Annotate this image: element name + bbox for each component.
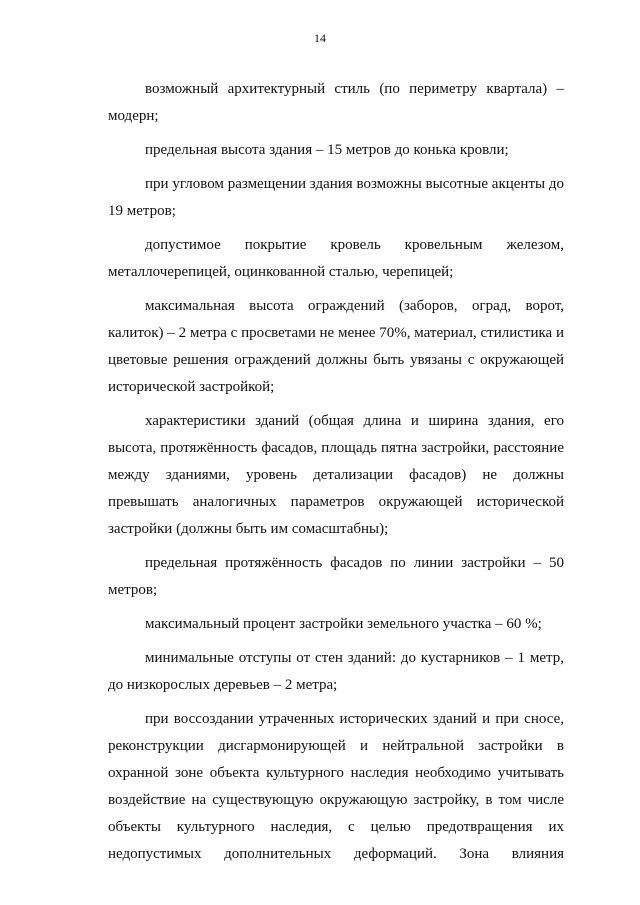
paragraph-roof-covering: допустимое покрытие кровель кровельным железом, металлочерепицей, оцинкованной сталью, черепицей;: [108, 237, 564, 280]
paragraph-fence-height: максимальная высота ограждений (заборов, оград, ворот, калиток) – 2 метра с просветами не менее 70%, материал, стилистика и цветовые решения ограждений должны быть увязаны с окружающей исторической застройкой;: [108, 298, 564, 395]
paragraph-reconstruction: при воссоздании утраченных исторических зданий и при сносе, реконструкции дисгармонирующей и нейтральной застройки в охранной зоне объекта культурного наследия необходимо учитывать воздействие на существующую окружающую застройку, в том числе объекты культурного наследия, с целью предотвращения их недопустимых дополнительных деформаций. Зона влияния: [108, 711, 564, 862]
paragraph-max-coverage: максимальный процент застройки земельного участка – 60 %;: [145, 616, 542, 632]
paragraph-facade-length: предельная протяжённость фасадов по линии застройки – 50 метров;: [108, 555, 564, 598]
paragraph-architectural-style: возможный архитектурный стиль (по периметру квартала) – модерн;: [108, 81, 564, 124]
paragraph-min-setbacks: минимальные отступы от стен зданий: до кустарников – 1 метр, до низкорослых деревьев – 2 метра;: [108, 650, 564, 693]
paragraph-corner-accents: при угловом размещении здания возможны высотные акценты до 19 метров;: [108, 176, 564, 219]
paragraph-building-characteristics: характеристики зданий (общая длина и ширина здания, его высота, протяжённость фасадов, площадь пятна застройки, расстояние между зданиями, уровень детализации фасадов) не должны превышать аналогичных параметров окружающей исторической застройки (должны быть им сомасштабны);: [108, 413, 564, 537]
paragraph-max-building-height: предельная высота здания – 15 метров до конька кровли;: [145, 142, 509, 158]
page-number: 14: [314, 31, 326, 45]
document-body: [108, 76, 564, 868]
